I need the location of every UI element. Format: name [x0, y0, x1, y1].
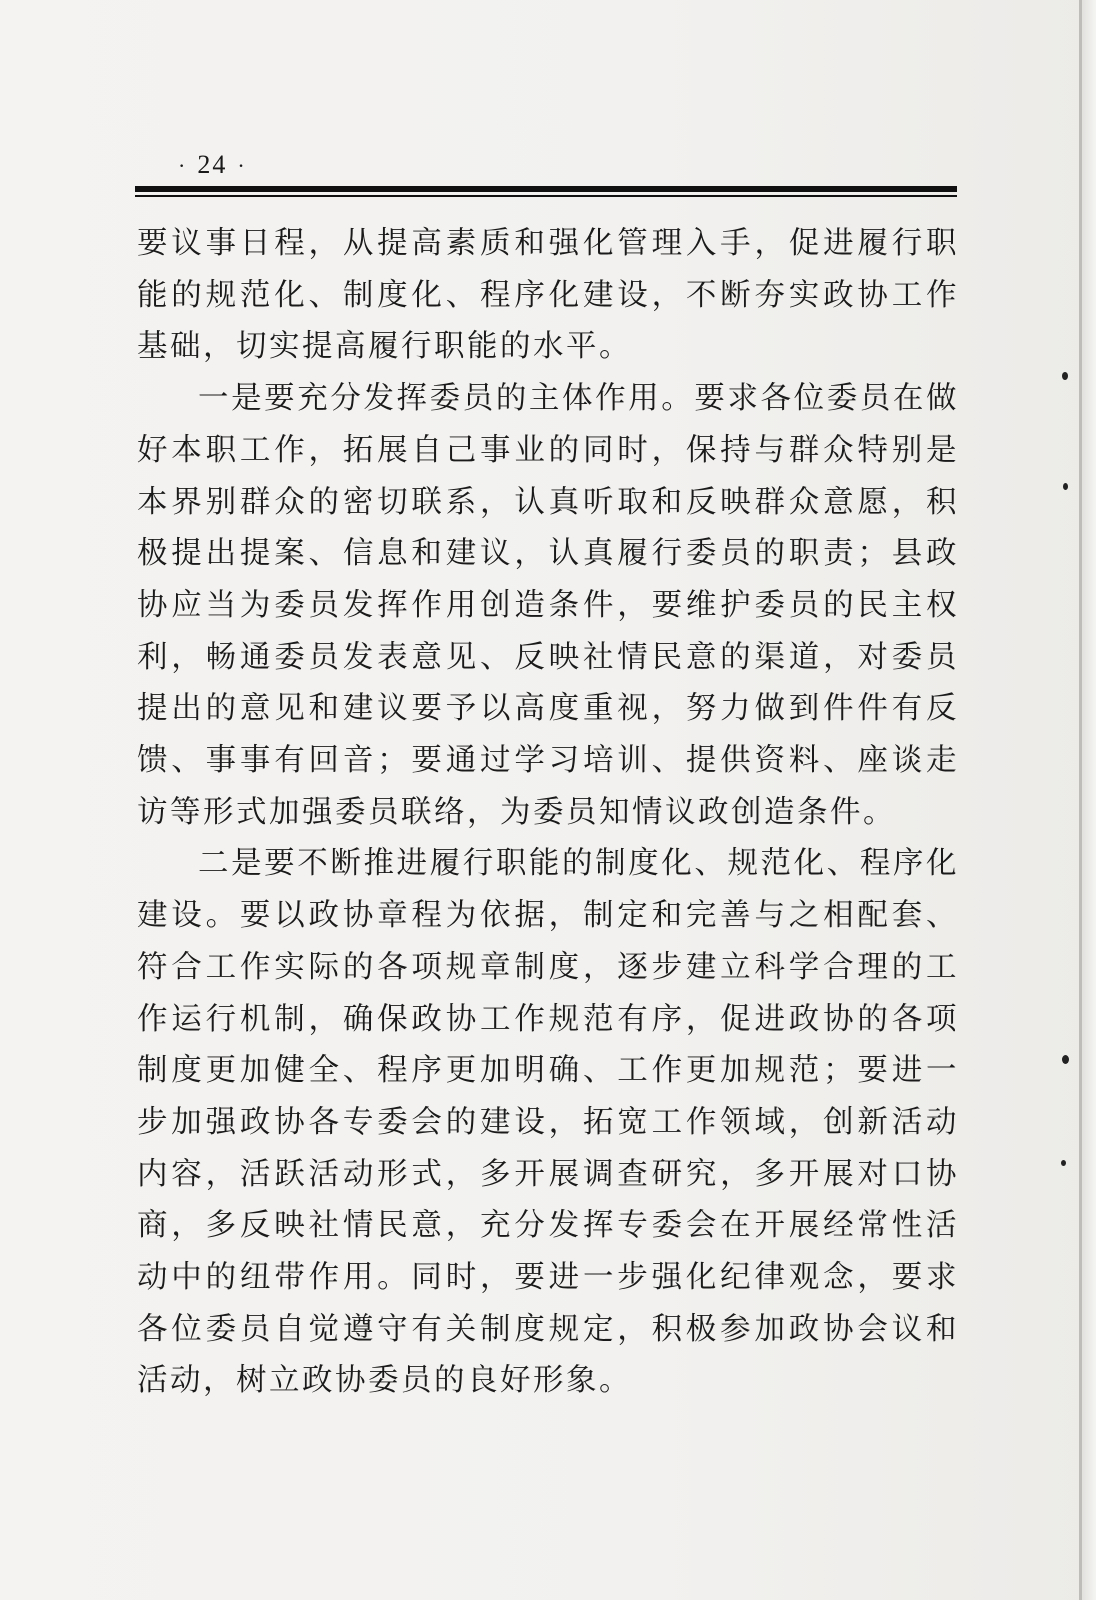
page-number: 24 [197, 150, 228, 179]
paragraph-3: 二是要不断推进履行职能的制度化、规范化、程序化建设。要以政协章程为依据，制定和完善与之相配套、符合工作实际的各项规章制度，逐步建立科学合理的工作运行机制，确保政协工作规范有序，促进政协的各项制度更加健全、程序更加明确、工作更加规范；要进一步加强政协各专委会的建设，拓宽工作领域，创新活动内容，活跃活动形式，多开展调查研究，多开展对口协商，多反映社情民意，充分发挥专委会在开展经常性活动中的纽带作用。同时，要进一步强化纪律观念，要求各位委员自觉遵守有关制度规定，积极参加政协会议和活动，树立政协委员的良好形象。 [137, 846, 959, 1399]
body-text [137, 218, 959, 1407]
header-rule-thin [135, 195, 957, 197]
scan-speck [1062, 372, 1068, 380]
page-edge-line [1079, 0, 1082, 1600]
page-edge-shadow [1082, 0, 1096, 1600]
header-rule-thick [135, 186, 957, 192]
header-dot-left: · [178, 153, 188, 178]
scan-speck [1063, 483, 1068, 490]
page-header [168, 150, 257, 180]
scan-speck [1061, 1160, 1066, 1166]
header-dot-right: · [237, 153, 247, 178]
paragraph-1: 要议事日程，从提高素质和强化管理入手，促进履行职能的规范化、制度化、程序化建设，不断夯实政协工作基础，切实提高履行职能的水平。 [137, 226, 959, 365]
paragraph-2: 一是要充分发挥委员的主体作用。要求各位委员在做好本职工作，拓展自己事业的同时，保持与群众特别是本界别群众的密切联系，认真听取和反映群众意愿，积极提出提案、信息和建议，认真履行委员的职责；县政协应当为委员发挥作用创造条件，要维护委员的民主权利，畅通委员发表意见、反映社情民意的渠道，对委员提出的意见和建议要予以高度重视，努力做到件件有反馈、事事有回音；要通过学习培训、提供资料、座谈走访等形式加强委员联络，为委员知情议政创造条件。 [137, 381, 959, 830]
scan-speck [1062, 1055, 1069, 1064]
